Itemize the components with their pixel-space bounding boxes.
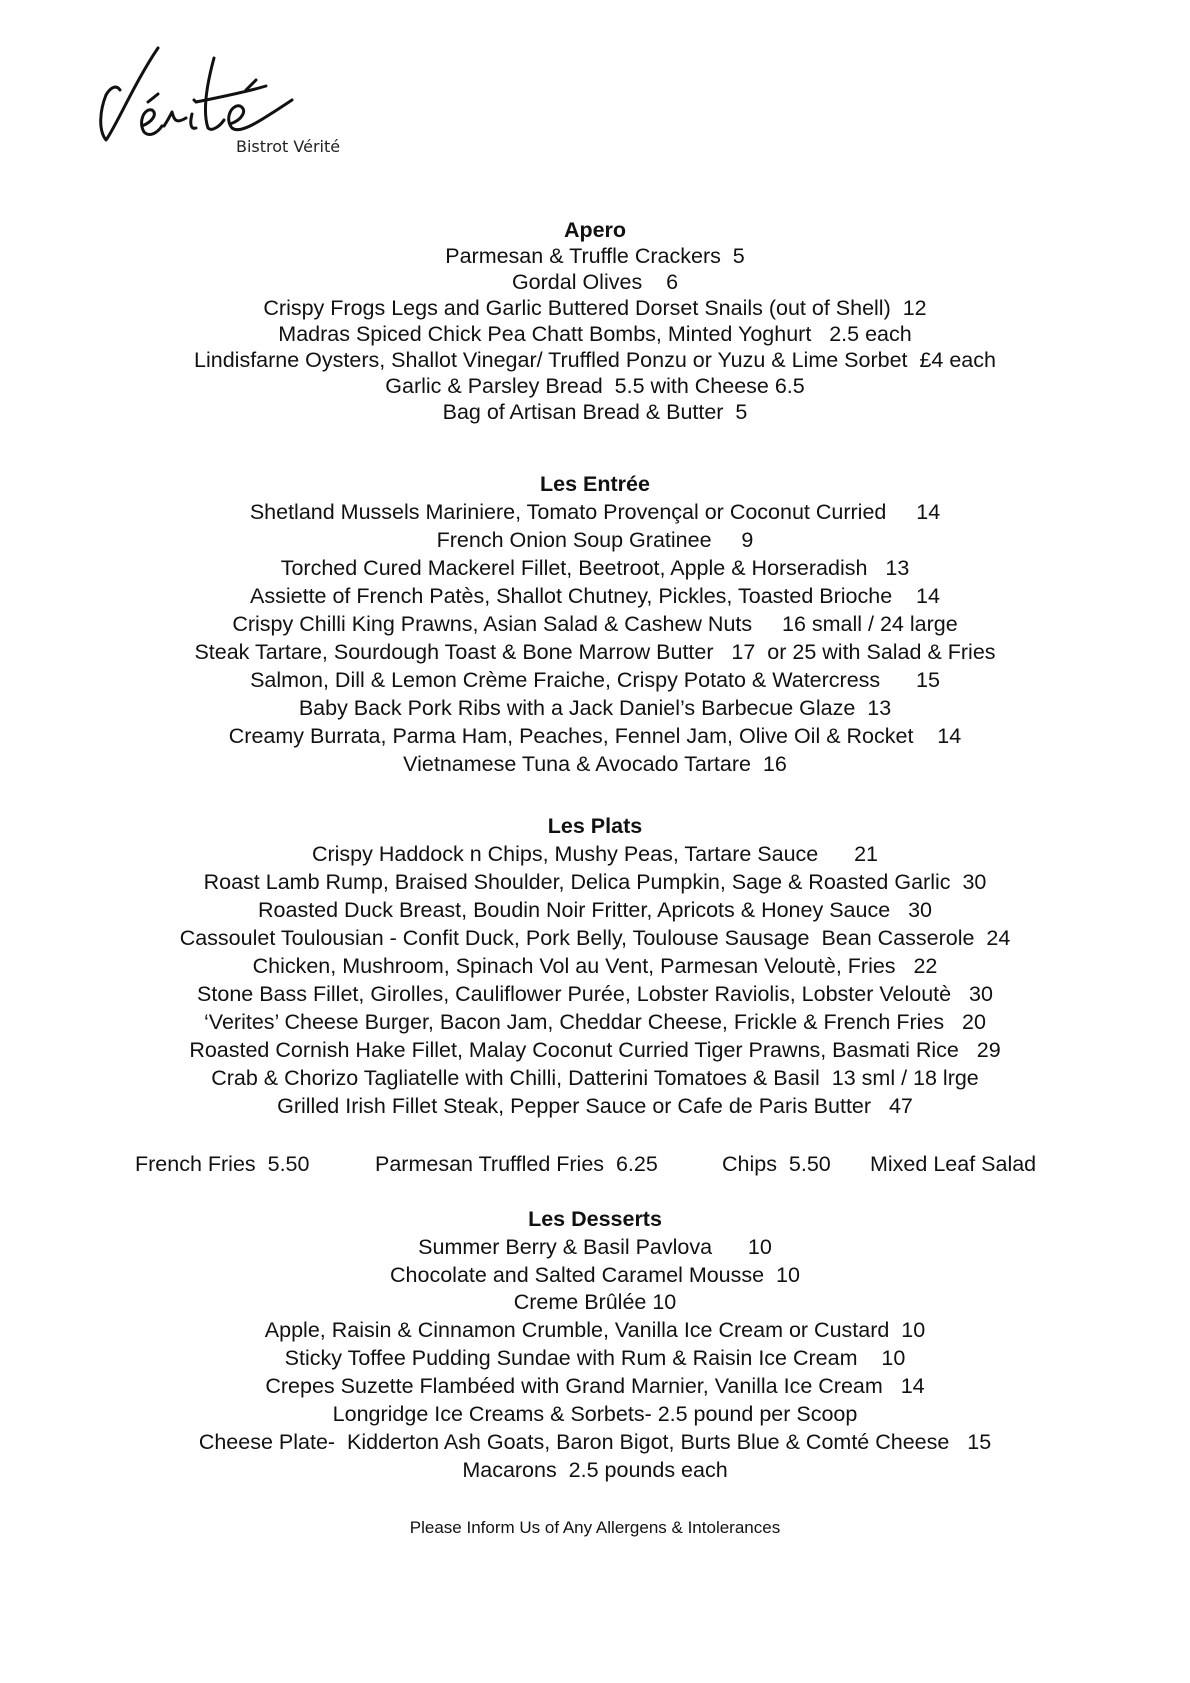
menu-item: Crispy Haddock n Chips, Mushy Peas, Tartare Sauce 21	[311, 842, 879, 866]
menu-item: Crispy Chilli King Prawns, Asian Salad & Cashew Nuts 16 small / 24 large	[232, 612, 958, 636]
menu-item: Garlic & Parsley Bread 5.5 with Cheese 6.5	[385, 374, 805, 398]
menu-item: Torched Cured Mackerel Fillet, Beetroot, Apple & Horseradish 13	[280, 556, 910, 580]
menu-item: Roast Lamb Rump, Braised Shoulder, Delica Pumpkin, Sage & Roasted Garlic 30	[203, 870, 987, 894]
menu-item: Parmesan & Truffle Crackers 5	[445, 244, 745, 268]
side-item: Chips 5.50	[722, 1152, 831, 1176]
menu-item: Crab & Chorizo Tagliatelle with Chilli, Datterini Tomatoes & Basil 13 sml / 18 lrge	[211, 1066, 979, 1090]
menu-item: French Onion Soup Gratinee 9	[436, 528, 754, 552]
menu-item: Chicken, Mushroom, Spinach Vol au Vent, Parmesan Veloutè, Fries 22	[252, 954, 938, 978]
menu-item: Shetland Mussels Mariniere, Tomato Provençal or Coconut Curried 14	[249, 500, 941, 524]
restaurant-logo	[96, 40, 356, 170]
menu-item: Stone Bass Fillet, Girolles, Cauliflower Purée, Lobster Raviolis, Lobster Veloutè 30	[197, 982, 993, 1006]
section-heading-apero: Apero	[563, 218, 627, 242]
menu-item: Apple, Raisin & Cinnamon Crumble, Vanilla Ice Cream or Custard 10	[264, 1318, 926, 1342]
menu-item: Bag of Artisan Bread & Butter 5	[442, 400, 748, 424]
verite-script-logo	[96, 40, 336, 150]
menu-item: Salmon, Dill & Lemon Crème Fraiche, Crispy Potato & Watercress 15	[250, 668, 940, 692]
logo-subtitle: Bistrot Vérité	[236, 137, 341, 156]
menu-item: Vietnamese Tuna & Avocado Tartare 16	[403, 752, 787, 776]
menu-item: Roasted Cornish Hake Fillet, Malay Coconut Curried Tiger Prawns, Basmati Rice 29	[189, 1038, 1001, 1062]
menu-item: Creme Brûlée 10	[513, 1290, 677, 1314]
menu-item: Steak Tartare, Sourdough Toast & Bone Marrow Butter 17 or 25 with Salad & Fries	[194, 640, 996, 664]
menu-item: Cheese Plate- Kidderton Ash Goats, Baron Bigot, Burts Blue & Comté Cheese 15	[198, 1430, 992, 1454]
menu-item: Macarons 2.5 pounds each	[462, 1458, 728, 1482]
menu-item: Baby Back Pork Ribs with a Jack Daniel’s Barbecue Glaze 13	[298, 696, 892, 720]
menu-item: Assiette of French Patès, Shallot Chutney, Pickles, Toasted Brioche 14	[250, 584, 940, 608]
menu-item: Chocolate and Salted Caramel Mousse 10	[390, 1263, 800, 1287]
menu-item: Crepes Suzette Flambéed with Grand Marnier, Vanilla Ice Cream 14	[265, 1374, 925, 1398]
side-item: Mixed Leaf Salad	[870, 1152, 1037, 1176]
menu-item: Grilled Irish Fillet Steak, Pepper Sauce or Cafe de Paris Butter 47	[277, 1094, 913, 1118]
menu-item: Crispy Frogs Legs and Garlic Buttered Dorset Snails (out of Shell) 12	[263, 296, 927, 320]
allergen-notice: Please Inform Us of Any Allergens & Intolerances	[409, 1518, 781, 1537]
section-heading-entree: Les Entrée	[540, 472, 650, 496]
menu-item: Roasted Duck Breast, Boudin Noir Fritter, Apricots & Honey Sauce 30	[258, 898, 932, 922]
menu-item: Gordal Olives 6	[511, 270, 679, 294]
menu-item: Sticky Toffee Pudding Sundae with Rum & Raisin Ice Cream 10	[284, 1346, 906, 1370]
menu-item: Creamy Burrata, Parma Ham, Peaches, Fennel Jam, Olive Oil & Rocket 14	[228, 724, 962, 748]
menu-item: Longridge Ice Creams & Sorbets- 2.5 pound per Scoop	[332, 1402, 858, 1426]
section-heading-desserts: Les Desserts	[528, 1207, 662, 1231]
side-item: French Fries 5.50	[135, 1152, 310, 1176]
menu-item: Madras Spiced Chick Pea Chatt Bombs, Minted Yoghurt 2.5 each	[278, 322, 912, 346]
section-heading-plats: Les Plats	[547, 814, 643, 838]
menu-item: Cassoulet Toulousian - Confit Duck, Pork Belly, Toulouse Sausage Bean Casserole 24	[179, 926, 1011, 950]
menu-item: Summer Berry & Basil Pavlova 10	[418, 1235, 772, 1259]
menu-item: Lindisfarne Oysters, Shallot Vinegar/ Truffled Ponzu or Yuzu & Lime Sorbet £4 each	[194, 348, 996, 372]
side-item: Parmesan Truffled Fries 6.25	[375, 1152, 658, 1176]
menu-item: ‘Verites’ Cheese Burger, Bacon Jam, Cheddar Cheese, Frickle & French Fries 20	[204, 1010, 986, 1034]
